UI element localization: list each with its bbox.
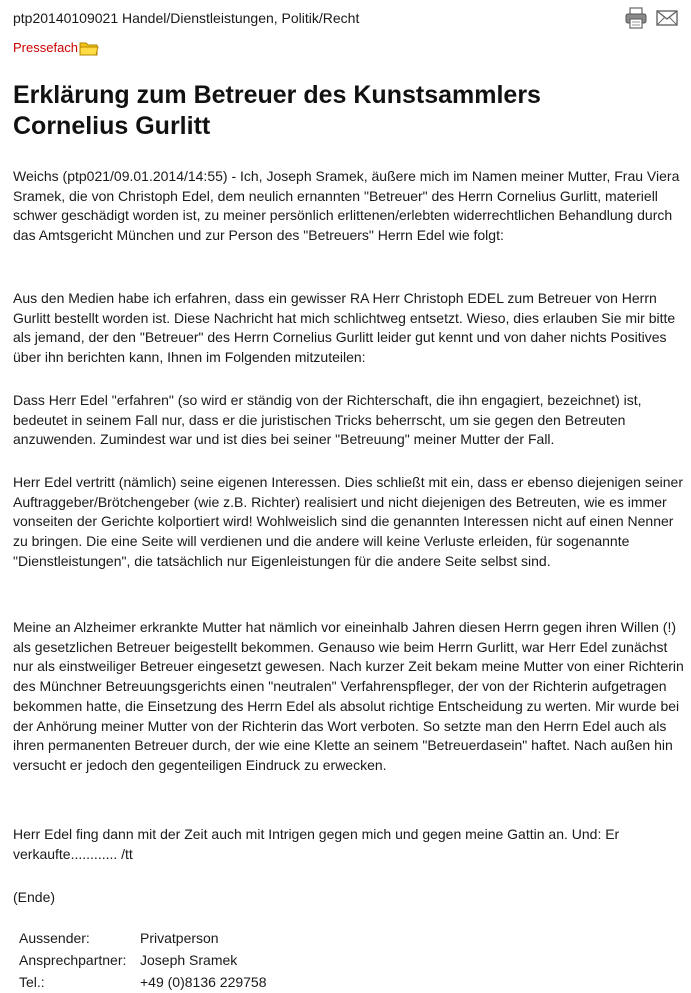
paragraph: Aus den Medien habe ich erfahren, dass ein gewisser RA Herr Christoph EDEL zum Betreuer von Herrn Gurlitt bestellt worden ist. Diese Nachricht hat mich schlichtweg entsetzt. Wieso, dies erlauben Sie mir bitte als jemand, der den "Betreuer" des Herrn Cornelius Gurlitt leider gut kennt und von daher nichts Positives über ihn berichten kann, Ihnen im Folgenden mitzuteilen: <box>13 290 676 366</box>
contact-row <box>19 971 267 993</box>
paragraph: Weichs (ptp021/09.01.2014/14:55) - Ich, Joseph Sramek, äußere mich im Namen meiner Mutter, Frau Viera Sramek, die von Christoph Edel, dem neulich ernannten "Betreuer" des Herrn Cornelius Gurlitt, materiell schwer geschädigt worden ist, zu meiner persönlich erlittenen/erlebten widerrechtlichen Behandlung durch das Amtsgericht München und zur Person des "Betreuers" Herrn Edel wie folgt: <box>13 168 680 244</box>
paragraph: Meine an Alzheimer erkrankte Mutter hat nämlich vor eineinhalb Jahren diesen Herrn gegen ihren Willen (!) als gesetzlichen Betreuer beigestellt bekommen. Genauso wie beim Herrn Gurlitt, war Herr Edel zunächst nur als einstweiliger Betreuer eingesetzt gewesen. Nach kurzer Zeit bekam meine Mutter von einer Richterin des Münchner Betreuungsgerichts einen "neutralen" Verfahrenspfleger, der von der Richterin aufgetragen bekommen hatte, die Einsetzung des Herrn Edel als absolut richtige Entscheidung zu werten. Mir wurde bei der Anhörung meiner Mutter von der Richterin das Wort verboten. So setzte man den Herrn Edel auch als ihren permanenten Betreuer durch, der wie eine Klette an seinem "Betreuerdasein" haftet. Nach außen hin versucht er jedoch den gegenteiligen Eindruck zu erwecken. <box>13 619 684 773</box>
contact-value: Joseph Sramek <box>140 952 238 968</box>
paragraph: Dass Herr Edel "erfahren" (so wird er ständig von der Richterschaft, die ihn engagiert, bezeichnet) ist, bedeutet in seinem Fall nur, dass er die juristischen Tricks beherrscht, um sie gegen den Betreuten anzuwenden. Zumindest war und ist dies bei seiner "Betreuung" meiner Mutter der Fall. <box>13 392 642 448</box>
contact-value: +49 (0)8136 229758 <box>140 974 267 990</box>
pressefach-link[interactable] <box>13 40 99 56</box>
contact-row <box>19 949 267 971</box>
release-meta: ptp20140109021 Handel/Dienstleistungen, Politik/Recht <box>13 10 360 26</box>
contact-table <box>19 927 267 993</box>
envelope-icon[interactable] <box>655 7 679 29</box>
printer-icon[interactable] <box>624 7 648 29</box>
end-marker: (Ende) <box>13 889 56 905</box>
contact-value: Privatperson <box>140 930 219 946</box>
paragraph: Herr Edel vertritt (nämlich) seine eigenen Interessen. Dies schließt mit ein, dass er ebenso diejenigen seiner Auftraggeber/Brötchengeber (wie z.B. Richter) realisiert und nicht diejenigen des Betreuten, wie es immer vonseiten der Gerichte kolportiert wird! Wohlweislich sind die genannten Interessen nicht auf einen Nenner zu bringen. Die eine Seite will verdienen und die andere will keine Verluste erleiden, für sogenannte "Dienstleistungen", die tatsächlich nur Eigenleistungen für die andere Seite selbst sind. <box>13 474 683 569</box>
page-title <box>13 80 673 142</box>
contact-label: Tel.: <box>19 974 45 990</box>
contact-label: Aussender: <box>19 930 90 946</box>
header-bar <box>13 9 681 31</box>
contact-row <box>19 927 267 949</box>
title-line-2: Cornelius Gurlitt <box>13 112 211 140</box>
paragraph: Herr Edel fing dann mit der Zeit auch mit Intrigen gegen mich und gegen meine Gattin an. Und: Er verkaufte............ /tt <box>13 826 620 862</box>
contact-label: Ansprechpartner: <box>19 952 127 968</box>
folder-icon[interactable] <box>79 40 99 56</box>
pressefach-label[interactable]: Pressefach <box>13 40 79 55</box>
title-line-1: Erklärung zum Betreuer des Kunstsammlers <box>13 81 541 109</box>
